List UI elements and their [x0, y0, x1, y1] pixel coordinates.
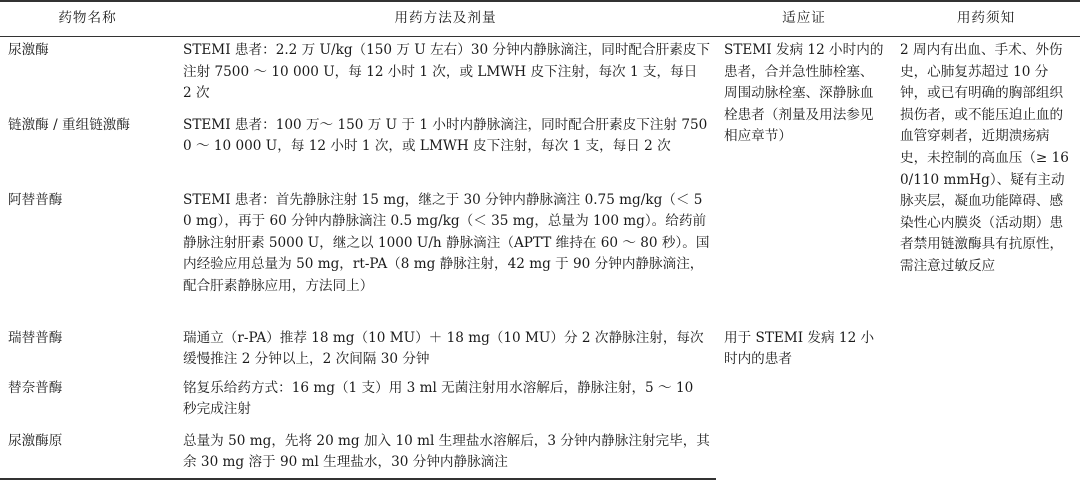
method-cell: 总量为 50 mg，先将 20 mg 加入 10 ml 生理盐水溶解后，3 分钟内静脉注射完毕，其余 30 mg 溶于 90 ml 生理盐水，30 分钟内静脉滴注: [175, 428, 716, 479]
method-cell: STEMI 患者：100 万～ 150 万 U 于 1 小时内静脉滴注，同时配合肝素皮下注射 7500 ～ 10 000 U，每 12 小时 1 次，或 LMWH 皮下注射，每次 1 支，每日 2 次: [183, 116, 708, 155]
drug-name-cell: 尿激酶原: [0, 428, 175, 479]
notes-cell: 2 周内有出血、手术、外伤史，心肺复苏超过 10 分钟，或已有明确的胸部组织损伤者，或不能压迫止血的血管穿刺者，近期溃疡病史，未控制的高血压（≥ 160/110 mmHg）、疑有主动脉夹层，凝血功能障碍、感染性心内膜炎（活动期）患者禁用链激酶具有抗原性，需注意过敏反应: [900, 42, 1069, 274]
header-notes: 用药须知: [892, 1, 1080, 37]
header-method-dosage: 用药方法及剂量: [175, 1, 716, 37]
indication-cell: STEMI 发病 12 小时内的患者，合并急性肺栓塞、周围动脉栓塞、深静脉血栓患者（剂量及用法参见相应章节）: [724, 42, 884, 145]
drug-name-cell: 阿替普酶: [8, 191, 63, 208]
method-cell: STEMI 患者：首先静脉注射 15 mg，继之于 30 分钟内静脉滴注 0.75 mg/kg（＜ 50 mg），再于 60 分钟内静脉滴注 0.5 mg/kg（＜ 35 mg，总量为 100 mg）。给药前静脉注射肝素 5000 U，继之以 1000 U/h 静脉滴注（APTT 维持在 60 ～ 80 秒）。国内经验应用总量为 50 mg，rt-PA（8 mg 静脉注射，42 mg 于 90 分钟内静脉滴注，配合肝素静脉应用，方法同上）: [183, 191, 710, 294]
header-indication: 适应证: [716, 1, 892, 37]
header-drug-name: 药物名称: [0, 1, 175, 37]
method-cell: STEMI 患者：2.2 万 U/kg（150 万 U 左右）30 分钟内静脉滴注，同时配合肝素皮下注射 7500 ～ 10 000 U，每 12 小时 1 次，或 LMWH 皮下注射，每次 1 支，每日 2 次: [183, 42, 710, 102]
drug-name-cell: 瑞替普酶: [8, 329, 63, 346]
drug-name-cell: 链激酶 / 重组链激酶: [8, 116, 130, 133]
table-header: [0, 1, 1080, 37]
drug-name-cell: 尿激酶: [8, 42, 49, 58]
method-cell: 瑞通立（r-PA）推荐 18 mg（10 MU）＋ 18 mg（10 MU）分 2 次静脉注射，每次缓慢推注 2 分钟以上，2 次间隔 30 分钟: [183, 329, 704, 368]
drug-name-cell: 替奈普酶: [8, 379, 63, 396]
method-cell: 铭复乐给药方式：16 mg（1 支）用 3 ml 无菌注射用水溶解后，静脉注射，5 ～ 10 秒完成注射: [183, 379, 694, 418]
indication-cell: 用于 STEMI 发病 12 小时内的患者: [724, 329, 875, 368]
table-row: [0, 37, 1080, 112]
